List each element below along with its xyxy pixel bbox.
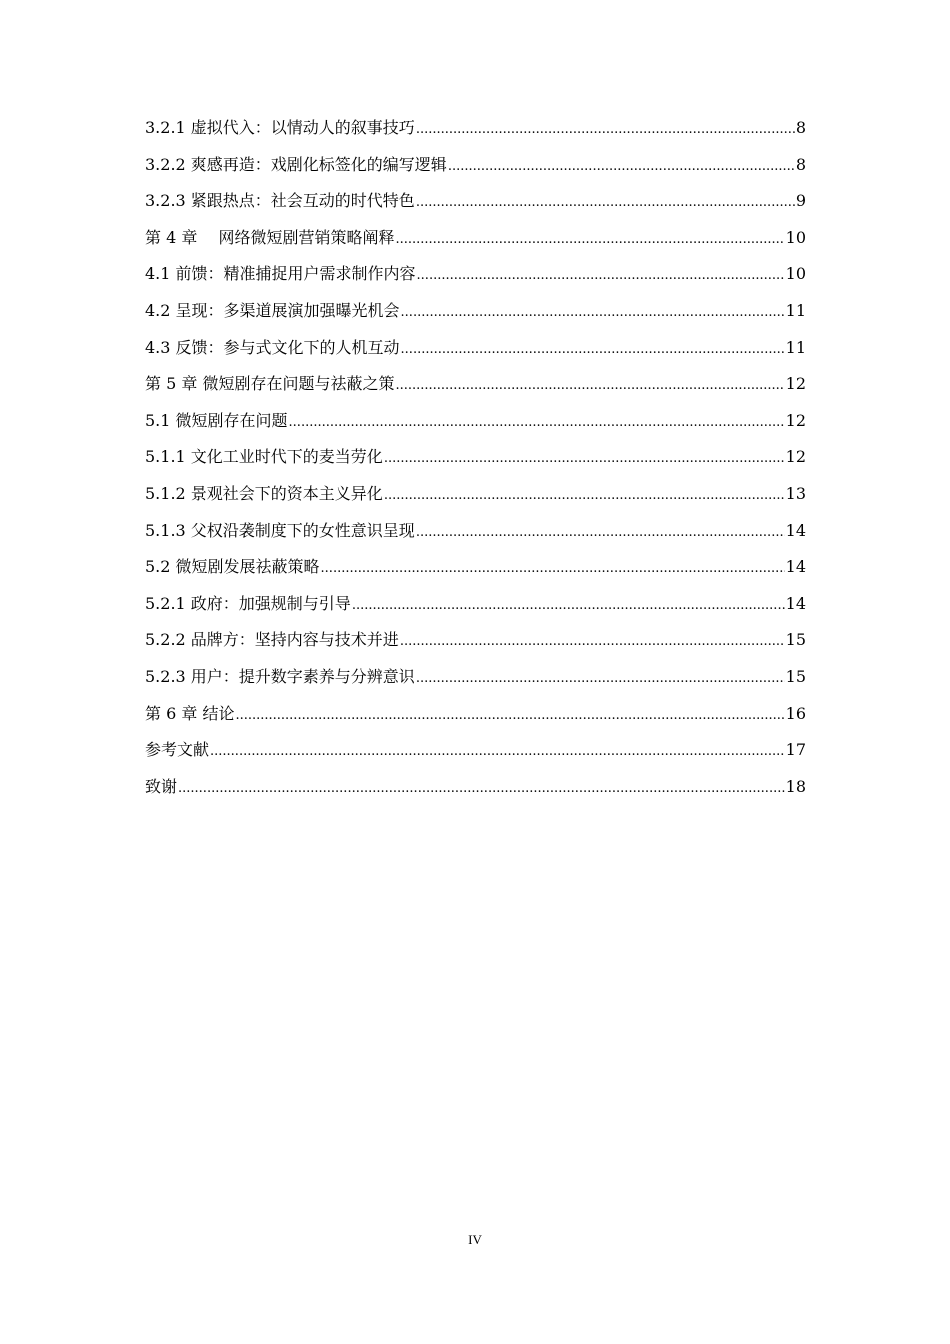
toc-leader-dots: [416, 118, 795, 142]
toc-entry-page: 13: [785, 483, 806, 503]
toc-entry-page: 14: [785, 557, 806, 577]
toc-entry-page: 8: [795, 154, 806, 174]
toc-leader-dots: [395, 374, 784, 398]
toc-leader-dots: [416, 191, 795, 215]
toc-entry-page: 10: [785, 227, 806, 247]
toc-entry-page: 18: [785, 776, 806, 796]
toc-leader-dots: [401, 301, 785, 325]
toc-leader-dots: [178, 777, 785, 801]
table-of-contents: [145, 116, 806, 811]
toc-entry[interactable]: [145, 372, 806, 409]
toc-leader-dots: [417, 264, 785, 288]
toc-leader-dots: [448, 155, 795, 179]
toc-entry[interactable]: [145, 775, 806, 812]
toc-leader-dots: [384, 484, 785, 508]
toc-entry-page: 15: [785, 630, 806, 650]
toc-entry-page: 12: [785, 374, 806, 394]
toc-entry-page: 12: [785, 447, 806, 467]
toc-entry[interactable]: [145, 409, 806, 446]
toc-leader-dots: [321, 557, 785, 581]
toc-entry-page: 14: [785, 593, 806, 613]
toc-entry[interactable]: [145, 665, 806, 702]
toc-entry-page: 11: [785, 337, 806, 357]
toc-entry-page: 9: [795, 191, 806, 211]
toc-entry[interactable]: [145, 555, 806, 592]
toc-entry-title: 4.3 反馈：参与式文化下的人机互动: [145, 337, 400, 357]
toc-entry[interactable]: [145, 153, 806, 190]
toc-leader-dots: [400, 630, 785, 654]
toc-entry-title: 5.2.1 政府：加强规制与引导: [145, 593, 351, 613]
toc-entry-page: 17: [785, 740, 806, 760]
toc-leader-dots: [289, 411, 785, 435]
toc-entry-page: 11: [785, 300, 806, 320]
toc-entry[interactable]: [145, 482, 806, 519]
toc-entry-page: 12: [785, 410, 806, 430]
toc-leader-dots: [401, 338, 785, 362]
toc-entry-page: 16: [785, 703, 806, 723]
toc-entry-title: 参考文献: [145, 740, 210, 760]
toc-entry-title: 第 5 章 微短剧存在问题与祛蔽之策: [145, 374, 395, 394]
toc-entry-page: 15: [785, 666, 806, 686]
toc-entry[interactable]: [145, 226, 806, 263]
page-number: IV: [468, 1232, 482, 1247]
toc-entry[interactable]: [145, 592, 806, 629]
toc-entry-title: 5.2.3 用户：提升数字素养与分辨意识: [145, 666, 415, 686]
toc-leader-dots: [210, 740, 785, 764]
toc-entry-title: 5.2 微短剧发展祛蔽策略: [145, 557, 320, 577]
toc-entry-title: 5.1.2 景观社会下的资本主义异化: [145, 483, 383, 503]
toc-entry-page: 8: [795, 118, 806, 137]
toc-entry-title: 第 6 章 结论: [145, 703, 235, 723]
toc-leader-dots: [395, 228, 784, 252]
toc-leader-dots: [235, 704, 784, 728]
toc-entry[interactable]: [145, 336, 806, 373]
toc-entry[interactable]: [145, 262, 806, 299]
toc-entry-title: 4.2 呈现：多渠道展演加强曝光机会: [145, 300, 400, 320]
toc-entry-title: 5.1 微短剧存在问题: [145, 410, 288, 430]
toc-entry[interactable]: [145, 702, 806, 739]
toc-entry[interactable]: [145, 116, 806, 153]
toc-entry[interactable]: [145, 738, 806, 775]
toc-entry-title: 3.2.2 爽感再造：戏剧化标签化的编写逻辑: [145, 154, 447, 174]
toc-entry-title: 5.2.2 品牌方：坚持内容与技术并进: [145, 630, 399, 650]
toc-leader-dots: [416, 521, 785, 545]
toc-entry[interactable]: [145, 189, 806, 226]
toc-entry-title: 致谢: [145, 776, 178, 796]
toc-entry-title: 5.1.1 文化工业时代下的麦当劳化: [145, 447, 383, 467]
toc-leader-dots: [352, 594, 785, 618]
toc-leader-dots: [416, 667, 785, 691]
toc-entry[interactable]: [145, 628, 806, 665]
toc-entry-title: 5.1.3 父权沿袭制度下的女性意识呈现: [145, 520, 415, 540]
toc-entry-page: 10: [785, 264, 806, 284]
toc-entry-title: 4.1 前馈：精准捕捉用户需求制作内容: [145, 264, 416, 284]
toc-entry[interactable]: [145, 519, 806, 556]
toc-entry-page: 14: [785, 520, 806, 540]
toc-leader-dots: [384, 447, 785, 471]
toc-entry-title: 3.2.3 紧跟热点：社会互动的时代特色: [145, 191, 415, 211]
toc-entry-title: 3.2.1 虚拟代入：以情动人的叙事技巧: [145, 118, 415, 137]
toc-entry[interactable]: [145, 445, 806, 482]
toc-entry-title: 第 4 章 网络微短剧营销策略阐释: [145, 227, 395, 247]
toc-entry[interactable]: [145, 299, 806, 336]
